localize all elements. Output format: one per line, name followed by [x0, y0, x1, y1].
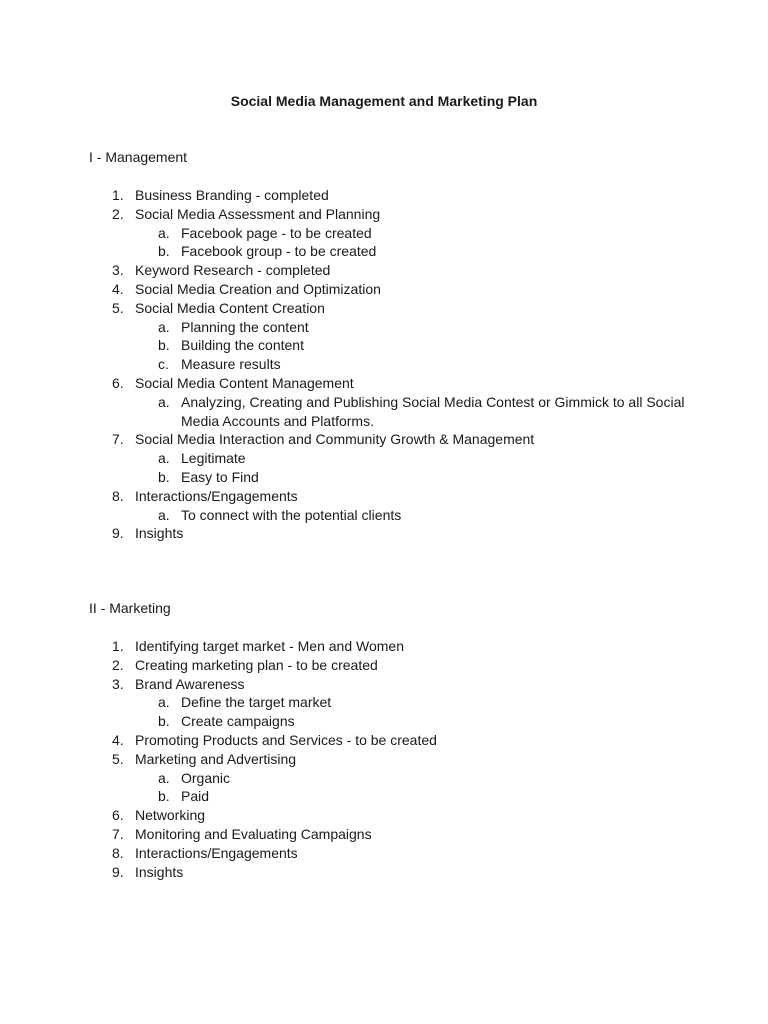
- sub-list-item-text: Legitimate: [181, 450, 246, 467]
- list-item-text: Social Media Interaction and Community Growth & Management: [135, 431, 535, 448]
- list-item: [89, 825, 689, 844]
- sub-list-item-text: Define the target market: [181, 694, 332, 711]
- list-item-number: 3.: [112, 262, 124, 279]
- list-item-number: 7.: [112, 431, 124, 448]
- list-item-number: 7.: [112, 825, 124, 842]
- sub-list-item-text: Organic: [181, 769, 231, 786]
- sub-list-item-letter: a.: [158, 450, 170, 467]
- sub-list-item-letter: a.: [158, 224, 170, 241]
- list-item: [89, 750, 689, 769]
- sub-list-item: [89, 693, 689, 712]
- numbered-list: [89, 186, 689, 543]
- sub-list-item-text: Facebook group - to be created: [181, 243, 377, 260]
- list-item-number: 3.: [112, 675, 124, 692]
- list-item-text: Keyword Research - completed: [135, 262, 331, 279]
- list-item-text: Business Branding - completed: [135, 187, 329, 203]
- sub-list-item-text: Easy to Find: [181, 468, 259, 485]
- sub-list-item-text: Analyzing, Creating and Publishing Social Media Contest or Gimmick to all Social Media Accounts and Platforms.: [181, 393, 685, 429]
- list-item-number: 9.: [112, 525, 124, 542]
- sub-list-item-text: Measure results: [181, 356, 281, 373]
- sub-list-item: [89, 355, 689, 374]
- list-item-number: 2.: [112, 205, 124, 222]
- sub-list-item-text: Create campaigns: [181, 713, 295, 730]
- list-item-number: 6.: [112, 374, 124, 391]
- sub-list-item: [89, 468, 689, 487]
- list-item-number: 9.: [112, 863, 124, 880]
- list-item-text: Identifying target market - Men and Women: [135, 638, 404, 654]
- list-item: [89, 675, 689, 694]
- list-item: [89, 806, 689, 825]
- list-item: [89, 299, 689, 318]
- sub-list-item-letter: b.: [158, 337, 170, 354]
- sub-list-item-letter: a.: [158, 769, 170, 786]
- sub-list-item: [89, 769, 689, 788]
- sub-list-item-letter: a.: [158, 506, 170, 523]
- list-item-text: Brand Awareness: [135, 675, 245, 692]
- list-item-text: Interactions/Engagements: [135, 487, 298, 504]
- list-item-text: Insights: [135, 863, 184, 880]
- list-item-number: 1.: [112, 638, 124, 654]
- sub-list-item-letter: b.: [158, 713, 170, 730]
- sub-list-item: [89, 506, 689, 525]
- section-marketing: [89, 599, 689, 881]
- section-heading: I - Management: [89, 149, 188, 165]
- list-item-text: Social Media Assessment and Planning: [135, 205, 381, 222]
- list-item: [89, 863, 689, 882]
- list-item-text: Promoting Products and Services - to be created: [135, 731, 437, 748]
- list-item-text: Social Media Creation and Optimization: [135, 280, 381, 297]
- sub-list-item-text: Paid: [181, 788, 210, 805]
- list-item-text: Creating marketing plan - to be created: [135, 656, 378, 673]
- list-item: [89, 637, 689, 656]
- list-item: [89, 487, 689, 506]
- sub-list-item-letter: a.: [158, 318, 170, 335]
- list-item-number: 4.: [112, 731, 124, 748]
- list-item: [89, 844, 689, 863]
- list-item: [89, 374, 689, 393]
- list-item-number: 8.: [112, 844, 124, 861]
- section-heading: II - Marketing: [89, 600, 171, 616]
- sub-list-item-text: Planning the content: [181, 318, 309, 335]
- sub-list-item-text: Facebook page - to be created: [181, 224, 372, 241]
- list-item-number: 5.: [112, 750, 124, 767]
- list-item-text: Monitoring and Evaluating Campaigns: [135, 825, 372, 842]
- list-item-number: 1.: [112, 187, 124, 203]
- sub-list-item-letter: b.: [158, 243, 170, 260]
- sub-list-item: [89, 787, 689, 806]
- list-item: [89, 524, 689, 543]
- list-item-number: 4.: [112, 280, 124, 297]
- sub-list-item-letter: b.: [158, 468, 170, 485]
- list-item-text: Marketing and Advertising: [135, 750, 297, 767]
- sub-list-item: [89, 449, 689, 468]
- document-title: Social Media Management and Marketing Plan: [230, 93, 538, 109]
- list-item: [89, 186, 689, 205]
- sub-list-item: [89, 242, 689, 261]
- list-item-text: Social Media Content Management: [135, 374, 354, 391]
- sub-list-item: [89, 336, 689, 355]
- list-item: [89, 430, 689, 449]
- sub-list-item-letter: c.: [158, 356, 169, 373]
- list-item: [89, 205, 689, 224]
- sub-list-item-letter: b.: [158, 788, 170, 805]
- sub-list-item: [89, 712, 689, 731]
- list-item-text: Social Media Content Creation: [135, 299, 325, 316]
- sub-list-item: [89, 393, 689, 431]
- list-item: [89, 731, 689, 750]
- sub-list-item-text: To connect with the potential clients: [181, 506, 402, 523]
- sub-list-item: [89, 224, 689, 243]
- list-item: [89, 280, 689, 299]
- list-item: [89, 656, 689, 675]
- section-management: [89, 148, 689, 543]
- sub-list-item-letter: a.: [158, 694, 170, 711]
- list-item-text: Insights: [135, 525, 184, 542]
- numbered-list: [89, 637, 689, 881]
- list-item-text: Interactions/Engagements: [135, 844, 298, 861]
- list-item-number: 2.: [112, 656, 124, 673]
- sub-list-item: [89, 318, 689, 337]
- list-item-text: Networking: [135, 807, 206, 824]
- list-item: [89, 261, 689, 280]
- list-item-number: 6.: [112, 807, 124, 824]
- sub-list-item-text: Building the content: [181, 337, 304, 354]
- list-item-number: 8.: [112, 487, 124, 504]
- sub-list-item-letter: a.: [158, 393, 170, 410]
- list-item-number: 5.: [112, 299, 124, 316]
